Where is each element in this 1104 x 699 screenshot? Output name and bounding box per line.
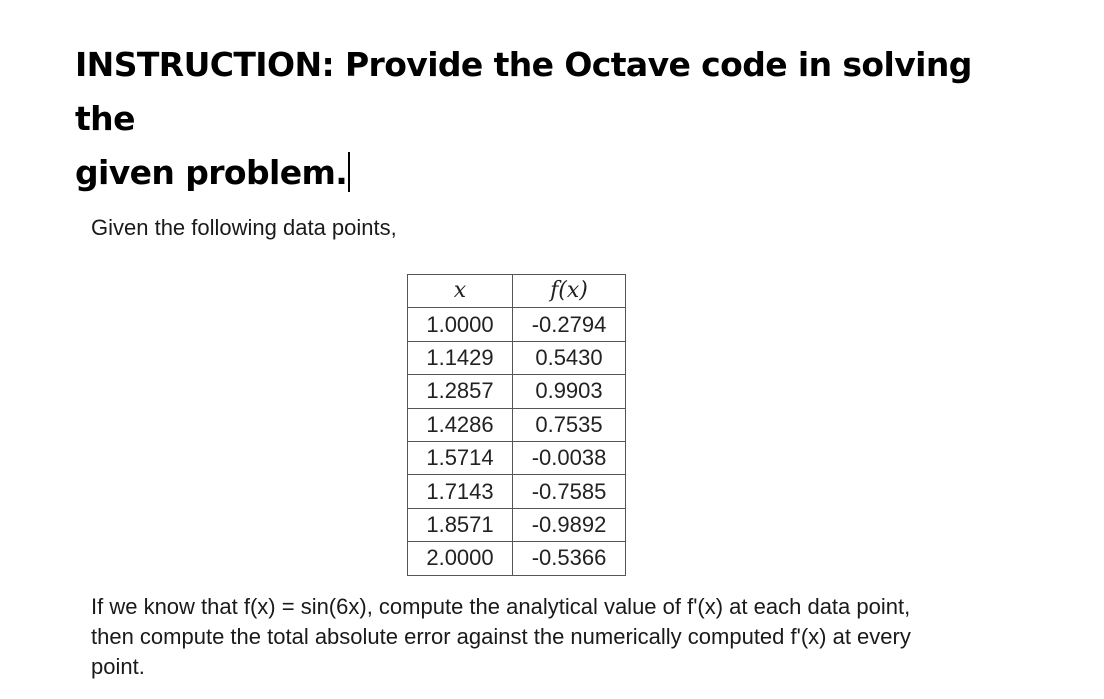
cell-fx: -0.0038 <box>513 441 626 474</box>
data-points-table <box>407 274 626 576</box>
header-fx: f(x) <box>513 275 626 308</box>
table-header-row <box>408 275 626 308</box>
table-row <box>408 542 626 575</box>
cell-x: 1.5714 <box>408 441 513 474</box>
instruction-line-1: INSTRUCTION: Provide the Octave code in solving the <box>75 45 972 138</box>
cell-fx: -0.2794 <box>513 308 626 341</box>
cell-fx: 0.9903 <box>513 375 626 408</box>
cell-fx: -0.7585 <box>513 475 626 508</box>
table-row <box>408 508 626 541</box>
cell-fx: 0.7535 <box>513 408 626 441</box>
cell-x: 1.4286 <box>408 408 513 441</box>
intro-text: Given the following data points, <box>91 215 397 240</box>
text-cursor <box>348 152 350 192</box>
instruction-line-2-text: given problem. <box>75 153 348 192</box>
table-row <box>408 308 626 341</box>
table-row <box>408 441 626 474</box>
problem-statement <box>91 592 1051 682</box>
table-row <box>408 375 626 408</box>
instruction-line-2 <box>75 146 1035 200</box>
cell-x: 1.2857 <box>408 375 513 408</box>
cell-fx: 0.5430 <box>513 341 626 374</box>
cell-fx: -0.9892 <box>513 508 626 541</box>
cell-fx: -0.5366 <box>513 542 626 575</box>
problem-line-1: If we know that f(x) = sin(6x), compute the analytical value of f'(x) at each data point, <box>91 594 911 619</box>
cell-x: 1.0000 <box>408 308 513 341</box>
table-row <box>408 408 626 441</box>
table-row <box>408 341 626 374</box>
instruction-heading <box>75 38 1035 200</box>
cell-x: 1.7143 <box>408 475 513 508</box>
problem-line-2: then compute the total absolute error against the numerically computed f'(x) at every <box>91 624 911 649</box>
cell-x: 1.1429 <box>408 341 513 374</box>
cell-x: 2.0000 <box>408 542 513 575</box>
table-row <box>408 475 626 508</box>
cell-x: 1.8571 <box>408 508 513 541</box>
header-x: x <box>408 275 513 308</box>
problem-line-3: point. <box>91 654 145 679</box>
